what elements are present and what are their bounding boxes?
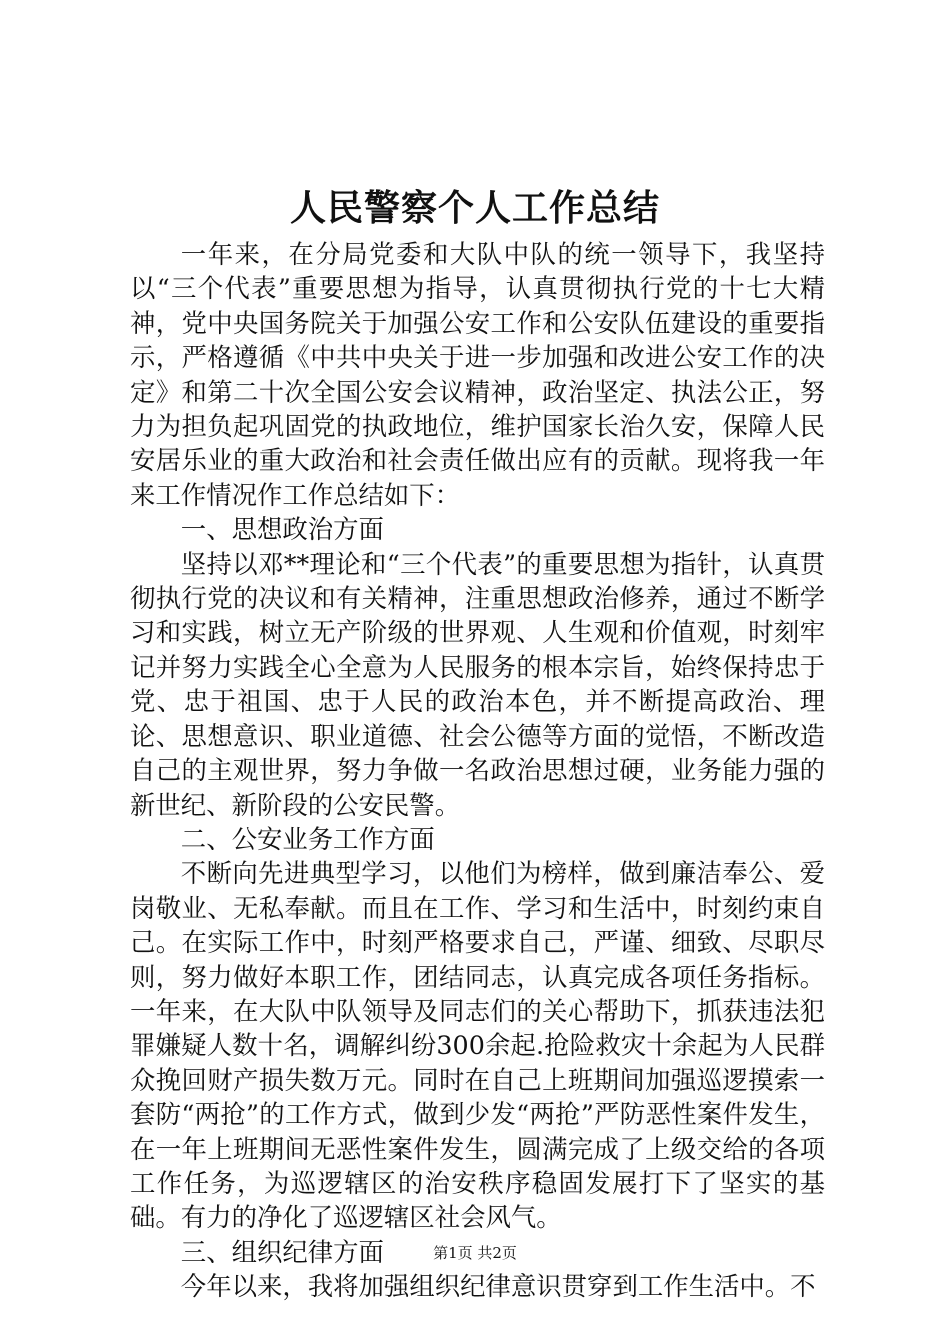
section-heading-3: 三、组织纪律方面 bbox=[180, 1236, 384, 1267]
document-body bbox=[130, 237, 825, 1304]
paragraph-intro: 一年来，在分局党委和大队中队的统一领导下，我坚持以“三个代表”重要思想为指导，认真贯彻执行党的十七大精神，党中央国务院关于加强公安工作和公安队伍建设的重要指示，严格遵循《中共中央关于进一步加强和改进公安工作的决定》和第二十次全国公安会议精神，政治坚定、执法公正，努力为担负起巩固党的执政地位，维护国家长治久安，保障人民安居乐业的重大政治和社会责任做出应有的贡献。现将我一年来工作情况作工作总结如下： bbox=[130, 239, 825, 510]
paragraph-section-2: 不断向先进典型学习，以他们为榜样，做到廉洁奉公、爱岗敬业、无私奉献。而且在工作、学习和生活中，时刻约束自己。在实际工作中，时刻严格要求自己，严谨、细致、尽职尽则，努力做好本职工作，团结同志，认真完成各项任务指标。一年来，在大队中队领导及同志们的关心帮助下，抓获违法犯罪嫌疑人数十名，调解纠纷300余起.抢险救灾十余起为人民群众挽回财产损失数万元。同时在自己上班期间加强巡逻摸索一套防“两抢”的工作方式，做到少发“两抢”严防恶性案件发生，在一年上班期间无恶性案件发生，圆满完成了上级交给的各项工作任务，为巡逻辖区的治安秩序稳固发展打下了坚实的基础。有力的净化了巡逻辖区社会风气。 bbox=[130, 858, 825, 1233]
page-footer: 第1页 共2页 bbox=[433, 1244, 517, 1262]
paragraph-section-1: 坚持以邓**理论和“三个代表”的重要思想为指针，认真贯彻执行党的决议和有关精神，注重思想政治修养，通过不断学习和实践，树立无产阶级的世界观、人生观和价值观，时刻牢记并努力实践全心全意为人民服务的根本宗旨，始终保持忠于党、忠于祖国、忠于人民的政治本色，并不断提高政治、理论、思想意识、职业道德、社会公德等方面的觉悟，不断改造自己的主观世界，努力争做一名政治思想过硬，业务能力强的新世纪、新阶段的公安民警。 bbox=[130, 548, 825, 820]
paragraph-section-3: 今年以来，我将加强组织纪律意识贯穿到工作生活中。不 bbox=[180, 1271, 816, 1302]
section-heading-1: 一、思想政治方面 bbox=[180, 514, 384, 545]
document-title: 人民警察个人工作总结 bbox=[289, 187, 660, 229]
section-heading-2: 二、公安业务工作方面 bbox=[180, 823, 435, 854]
